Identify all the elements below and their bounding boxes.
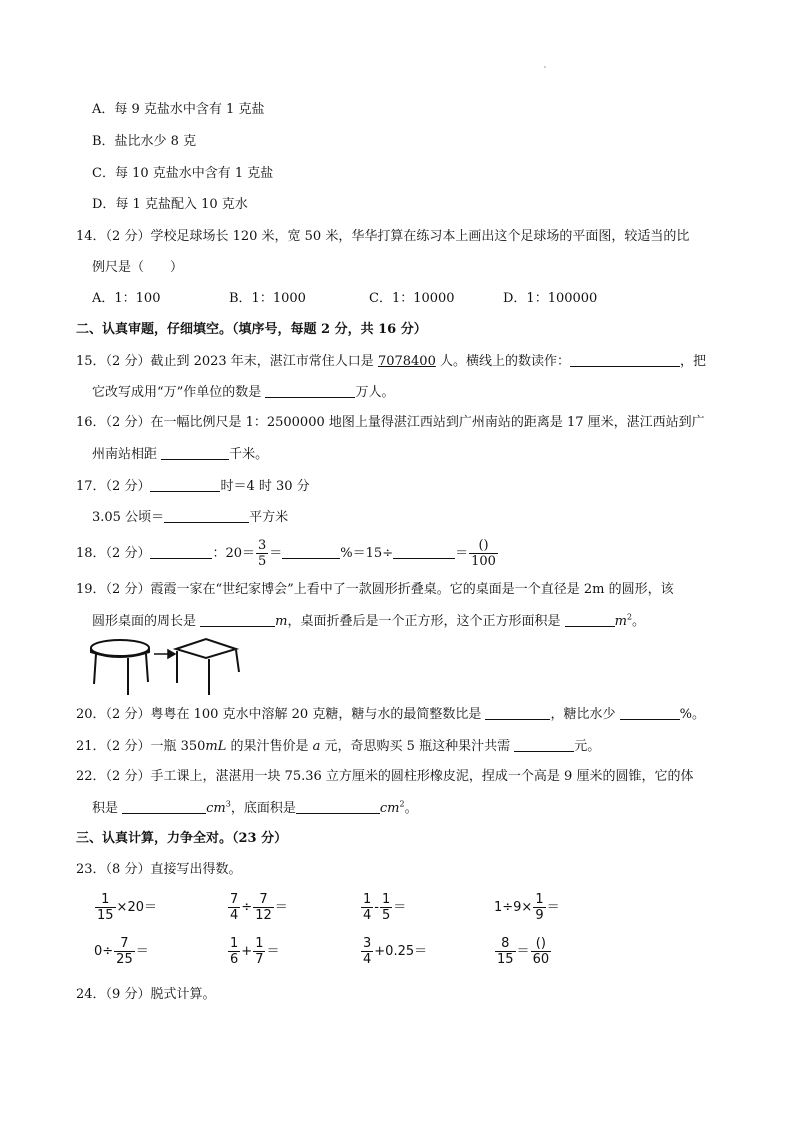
q23-e3-fraction-a xyxy=(361,892,373,923)
q23-e2-num-a: 7 xyxy=(230,892,239,907)
q15-text-c: ，把 xyxy=(679,354,706,369)
q23-e2-rest: ＝ xyxy=(274,900,288,915)
q23-e2-op: ÷ xyxy=(241,900,253,915)
q17-text-c: 3.05 公顷＝ xyxy=(92,510,165,525)
q23-e7-den: 4 xyxy=(363,952,372,967)
q18-text-e: ＝ xyxy=(455,546,469,561)
q23-e4-den: 9 xyxy=(535,908,544,923)
q23-e8-num-b: () xyxy=(531,936,552,952)
q17-text-d: 平方米 xyxy=(249,510,289,525)
q23-e3-den-a: 4 xyxy=(363,908,372,923)
q18-f2-denominator: 100 xyxy=(471,554,496,569)
q20-text-c: %。 xyxy=(679,707,705,722)
q23-e6-fraction-b xyxy=(253,936,265,967)
q19-text-a: 圆形桌面的周长是 xyxy=(92,614,201,629)
q23-expr-7 xyxy=(360,935,427,969)
q22-text-a: 积是 xyxy=(92,801,123,816)
q23-e2-num-b: 7 xyxy=(253,892,274,908)
q23-e7-rest: +0.25＝ xyxy=(374,944,428,959)
q23-expr-5 xyxy=(94,935,149,969)
q17-line2 xyxy=(92,508,288,527)
q23-e7-num: 3 xyxy=(363,936,372,951)
scan-speck xyxy=(544,66,546,68)
q19-line2 xyxy=(92,612,645,631)
q18-text-b: ：20＝ xyxy=(212,546,255,561)
q23-e6-rest: ＝ xyxy=(266,944,280,959)
section2-heading: 二、认真审题，仔细填空。（填序号，每题 2 分，共 16 分） xyxy=(76,322,427,337)
q23-e8-den-a: 15 xyxy=(497,952,514,967)
q14-option-c: C．1：10000 xyxy=(369,291,455,306)
q22-exponent-3: 3 xyxy=(225,799,231,809)
q16-answer-blank[interactable] xyxy=(161,445,229,460)
q23-expr-2 xyxy=(227,891,288,925)
q13-option-d: D．每 1 克盐配入 10 克水 xyxy=(92,197,248,212)
q23-e8-fraction-a xyxy=(495,936,516,967)
q19-unit-m: m xyxy=(275,614,288,629)
q23-e1-den: 15 xyxy=(97,908,114,923)
q22-text-b: ，底面积是 xyxy=(230,801,296,816)
q18-answer-blank-2[interactable] xyxy=(282,544,340,559)
q23-e4-rest: ＝ xyxy=(546,900,560,915)
q21-answer-blank[interactable] xyxy=(514,737,574,752)
q15-line2 xyxy=(92,383,394,402)
q23-e1-rest: ×20＝ xyxy=(116,900,157,915)
q21-line xyxy=(76,737,600,756)
q23-e6-num-a: 1 xyxy=(230,936,239,951)
q23-e4-fraction xyxy=(533,892,545,923)
q23-e5-rest: ＝ xyxy=(135,944,149,959)
q15-text-d: 它改写成用“万”作单位的数是 xyxy=(92,385,266,400)
q16-text-a: 州南站相距 xyxy=(92,447,162,462)
q15-text-b: 人。横线上的数读作： xyxy=(435,354,570,369)
q22-line2 xyxy=(92,799,418,818)
q23-e3-num-b: 1 xyxy=(381,892,391,907)
q15-answer-blank-1[interactable] xyxy=(570,352,680,367)
q23-e6-op: + xyxy=(241,944,253,959)
q23-e8-den-b: 60 xyxy=(532,952,550,967)
q19-answer-blank-2[interactable] xyxy=(565,612,615,627)
q23-e8-op: ＝ xyxy=(516,944,530,959)
q22-exponent-2: 2 xyxy=(399,799,405,809)
q23-e3-op: - xyxy=(374,900,379,915)
q17-answer-blank-1[interactable] xyxy=(150,477,220,492)
q23-expr-4 xyxy=(494,891,560,925)
q22-line1: 22．（2 分）手工课上，湛湛用一块 75.36 立方厘米的圆柱形橡皮泥，捏成一个高是 9 厘米的圆锥，它的体 xyxy=(76,769,694,784)
q23-expr-3 xyxy=(360,891,406,925)
q23-e7-fraction xyxy=(361,936,373,967)
q23-e6-num-b: 1 xyxy=(255,936,264,951)
section3-heading: 三、认真计算，力争全对。（23 分） xyxy=(76,831,288,846)
q20-answer-blank-1[interactable] xyxy=(485,705,550,720)
q23-e4-pre: 1÷9× xyxy=(494,900,533,915)
q23-e1-fraction xyxy=(95,892,116,923)
q19-text-b: ，桌面折叠后是一个正方形，这个正方形面积是 xyxy=(287,614,565,629)
q18-fraction-blank-100 xyxy=(469,538,498,569)
q16-text-b: 千米。 xyxy=(229,447,269,462)
q14-line2: 例尺是（ ） xyxy=(92,260,184,275)
q23-e6-fraction-a xyxy=(228,936,240,967)
q23-e5-pre: 0÷ xyxy=(94,944,114,959)
q23-expr-6 xyxy=(227,935,279,969)
q21-text-d: 元。 xyxy=(574,739,601,754)
q20-text-a: 20．（2 分）粤粤在 100 克水中溶解 20 克糖，糖与水的最简整数比是 xyxy=(76,707,486,722)
q19-answer-blank-1[interactable] xyxy=(200,612,275,627)
q18-text-d: %＝15÷ xyxy=(340,546,394,561)
q23-e6-den-a: 6 xyxy=(230,952,239,967)
q19-unit-exponent: 2 xyxy=(626,612,633,622)
q21-text-c: 元，奇思购买 5 瓶这种果汁共需 xyxy=(320,739,515,754)
q23-e8-num-a: 8 xyxy=(495,936,516,952)
q23-e2-den-b: 12 xyxy=(255,908,272,923)
q23-e3-den-b: 5 xyxy=(381,908,391,923)
q20-text-b: ，糖比水少 xyxy=(550,707,620,722)
q15-population-number: 7078400 xyxy=(377,354,436,369)
q15-text-a: 15．（2 分）截止到 2023 年末，湛江市常住人口是 xyxy=(76,354,378,369)
q17-text-a: 17．（2 分） xyxy=(76,479,151,494)
q18-text-a: 18．（2 分） xyxy=(76,546,151,561)
q18-f2-numerator: () xyxy=(469,538,498,554)
q16-line2 xyxy=(92,445,268,464)
q15-text-e: 万人。 xyxy=(355,385,395,400)
q23-title: 23．（8 分）直接写出得数。 xyxy=(76,862,242,877)
q23-e2-den-a: 4 xyxy=(230,908,239,923)
q22-text-c: 。 xyxy=(404,801,418,816)
folding-table-illustration xyxy=(88,636,244,698)
q13-option-a: A．每 9 克盐水中含有 1 克盐 xyxy=(92,102,265,117)
q20-answer-blank-2[interactable] xyxy=(620,705,680,720)
q23-e2-fraction-b xyxy=(253,892,274,923)
q23-e4-num: 1 xyxy=(535,892,544,907)
q15-line1 xyxy=(76,352,706,371)
q18-fraction-3-5 xyxy=(256,538,268,569)
q17-answer-blank-2[interactable] xyxy=(164,508,249,523)
q16-line1: 16．（2 分）在一幅比例尺是 1：2500000 地图上量得湛江西站到广州南站的距离是 17 厘米，湛江西站到广 xyxy=(76,415,705,430)
q23-e1-num: 1 xyxy=(95,892,116,908)
q23-e3-fraction-b xyxy=(380,892,392,923)
q23-e5-fraction xyxy=(114,936,135,967)
q24-title: 24．（9 分）脱式计算。 xyxy=(76,987,216,1002)
q14-line1: 14．（2 分）学校足球场长 120 米，宽 50 米，华华打算在练习本上画出这个足球场的平面图，较适当的比 xyxy=(76,229,690,244)
q20-line xyxy=(76,705,705,724)
q19-line1: 19．（2 分）霞霞一家在“世纪家博会”上看中了一款圆形折叠桌。它的桌面是一个直径是 2m 的圆形，该 xyxy=(76,582,674,597)
q21-text-a: 21．（2 分）一瓶 350 xyxy=(76,739,206,754)
q23-expr-1 xyxy=(94,891,157,925)
q18-f1-numerator: 3 xyxy=(258,538,267,553)
q14-option-b: B．1：1000 xyxy=(229,291,306,306)
q13-option-b: B．盐比水少 8 克 xyxy=(92,134,197,149)
q22-unit-cm3: cm xyxy=(206,801,226,816)
q23-e3-rest: ＝ xyxy=(393,900,407,915)
q23-expr-8 xyxy=(494,935,552,969)
round-table-icon xyxy=(91,640,149,695)
q14-option-a: A．1：100 xyxy=(92,291,161,306)
q23-e8-fraction-b xyxy=(531,936,552,967)
q22-unit-cm2: cm xyxy=(379,801,400,816)
q17-line1 xyxy=(76,477,310,496)
q23-e6-den-b: 7 xyxy=(255,952,264,967)
q21-variable-a: a xyxy=(312,739,321,754)
q22-answer-blank-2[interactable] xyxy=(296,799,380,814)
q22-answer-blank-1[interactable] xyxy=(122,799,206,814)
q15-answer-blank-2[interactable] xyxy=(265,383,355,398)
q18-line xyxy=(76,538,499,569)
square-table-icon xyxy=(176,639,239,695)
q19-unit-m2: m xyxy=(614,614,627,629)
q21-unit-ml: mL xyxy=(205,739,227,754)
q18-answer-blank-1[interactable] xyxy=(150,544,212,559)
q14-option-d: D．1：100000 xyxy=(503,291,598,306)
q17-text-b: 时＝4 时 30 分 xyxy=(220,479,310,494)
q23-e5-den: 25 xyxy=(116,952,133,967)
q13-option-c: C．每 10 克盐水中含有 1 克盐 xyxy=(92,166,274,181)
q19-text-c: 。 xyxy=(632,614,646,629)
q23-e3-num-a: 1 xyxy=(363,892,372,907)
q21-text-b: 的果汁售价是 xyxy=(226,739,313,754)
arrow-right-icon xyxy=(154,650,175,658)
q18-text-c: ＝ xyxy=(269,546,283,561)
q18-f1-denominator: 5 xyxy=(258,554,267,569)
q18-answer-blank-3[interactable] xyxy=(393,544,455,559)
q23-e2-fraction-a xyxy=(228,892,240,923)
q23-e5-num: 7 xyxy=(114,936,135,952)
